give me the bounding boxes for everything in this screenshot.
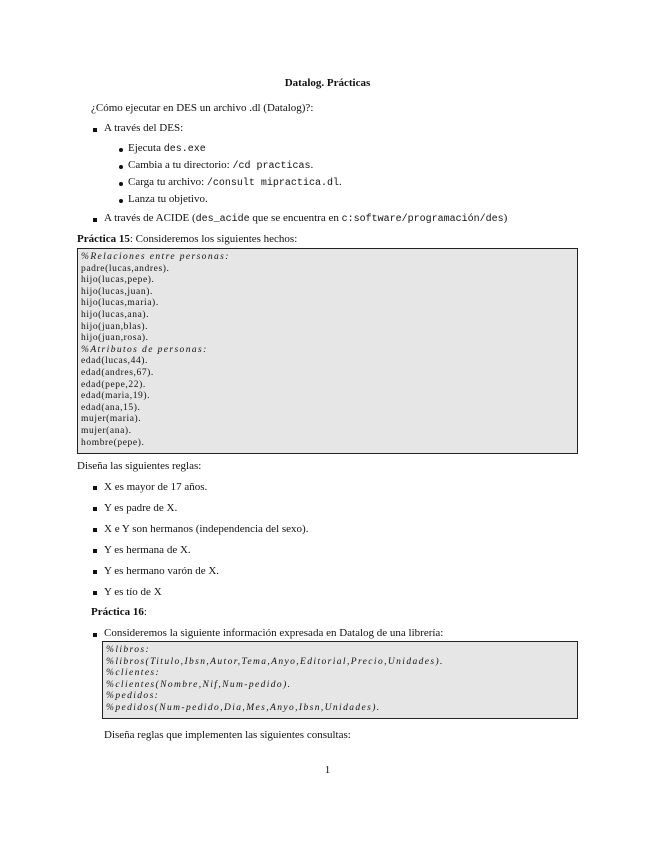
code-line: padre(lucas,andres). — [81, 263, 170, 274]
code-comment-line: %Relaciones entre personas: — [81, 252, 230, 262]
document-title: Datalog. Prácticas — [284, 77, 371, 89]
rule-item: Y es hermana de X. — [104, 544, 191, 556]
code-line: hijo(lucas,ana). — [81, 309, 150, 320]
bullet-square — [93, 549, 97, 553]
step-2-code: /cd practicas — [232, 161, 311, 172]
code-line: hijo(juan,rosa). — [81, 333, 149, 344]
code-comment-line: %pedidos: — [106, 691, 160, 702]
code-line: mujer(maria). — [81, 414, 142, 425]
rule-item: Y es tío de X — [104, 586, 162, 598]
code-comment-line: %Atributos de personas: — [81, 344, 208, 355]
code-line: hijo(lucas,pepe). — [81, 275, 155, 286]
bullet-square — [93, 570, 97, 574]
bullet-dot — [119, 165, 123, 169]
step-3-code: /consult mipractica.dl — [206, 178, 339, 189]
bullet-dot — [119, 199, 123, 203]
code-line: mujer(ana). — [81, 425, 132, 436]
code-line: edad(lucas,44). — [81, 356, 149, 367]
bullet-square — [93, 528, 97, 532]
rule-item: X es mayor de 17 años. — [104, 481, 208, 493]
code-line: edad(andres,67). — [81, 367, 154, 378]
code-line: edad(ana,15). — [81, 402, 141, 413]
practice-16-label: Práctica 16 — [91, 606, 144, 618]
page-number: 1 — [324, 764, 331, 776]
code-line: hijo(lucas,maria). — [81, 298, 159, 309]
via-acide-text: A través de ACIDE (des_acide que se encuentra en c:software/programación/des) — [104, 212, 508, 225]
bullet-square — [93, 218, 97, 222]
bullet-square — [93, 591, 97, 595]
step-2: Cambia a tu directorio: /cd practicas. — [128, 159, 314, 172]
rule-item: X e Y son hermanos (independencia del sexo). — [104, 523, 309, 535]
code-comment-line: %libros(Titulo,Ibsn,Autor,Tema,Anyo,Editorial,Precio,Unidades). — [106, 656, 444, 667]
bullet-dot — [119, 148, 123, 152]
step-1-code: des.exe — [163, 144, 206, 155]
bullet-square — [93, 633, 97, 637]
library-code-block — [102, 641, 578, 719]
via-des-text: A través del DES: — [104, 122, 184, 134]
queries-intro: Diseña reglas que implementen las siguientes consultas: — [104, 729, 351, 741]
rules-intro: Diseña las siguientes reglas: — [77, 460, 202, 472]
intro-question: ¿Cómo ejecutar en DES un archivo .dl (Datalog)?: — [91, 102, 314, 114]
step-1: Ejecuta des.exe — [128, 142, 206, 155]
code-line: hijo(juan,blas). — [81, 321, 149, 332]
code-line: hombre(pepe). — [81, 437, 145, 448]
acide-code: des_acide — [195, 214, 250, 225]
step-4: Lanza tu objetivo. — [128, 193, 208, 205]
rule-item: Y es hermano varón de X. — [104, 565, 220, 577]
bullet-dot — [119, 182, 123, 186]
bullet-square — [93, 128, 97, 132]
facts-code-block — [77, 248, 578, 454]
practice-16-heading: Práctica 16: — [91, 606, 147, 618]
code-comment-line: %pedidos(Num-pedido,Dia,Mes,Anyo,Ibsn,Unidades). — [106, 702, 381, 713]
code-line: edad(maria,19). — [81, 391, 151, 402]
practice-15-heading: Práctica 15: Consideremos los siguientes hechos: — [77, 233, 298, 245]
step-3: Carga tu archivo: /consult mipractica.dl. — [128, 176, 342, 189]
code-comment-line: %clientes(Nombre,Nif,Num-pedido). — [106, 679, 292, 690]
practice-15-label: Práctica 15 — [77, 233, 130, 245]
code-line: hijo(lucas,juan). — [81, 286, 153, 297]
bullet-square — [93, 507, 97, 511]
code-comment-line: %libros: — [106, 645, 151, 655]
code-comment-line: %clientes: — [106, 668, 161, 679]
bullet-square — [93, 486, 97, 490]
p16-item: Consideremos la siguiente información expresada en Datalog de una librería: — [104, 627, 444, 639]
rule-item: Y es padre de X. — [104, 502, 178, 514]
des-path-code: c:software/programación/des — [341, 214, 504, 225]
code-line: edad(pepe,22). — [81, 379, 146, 390]
